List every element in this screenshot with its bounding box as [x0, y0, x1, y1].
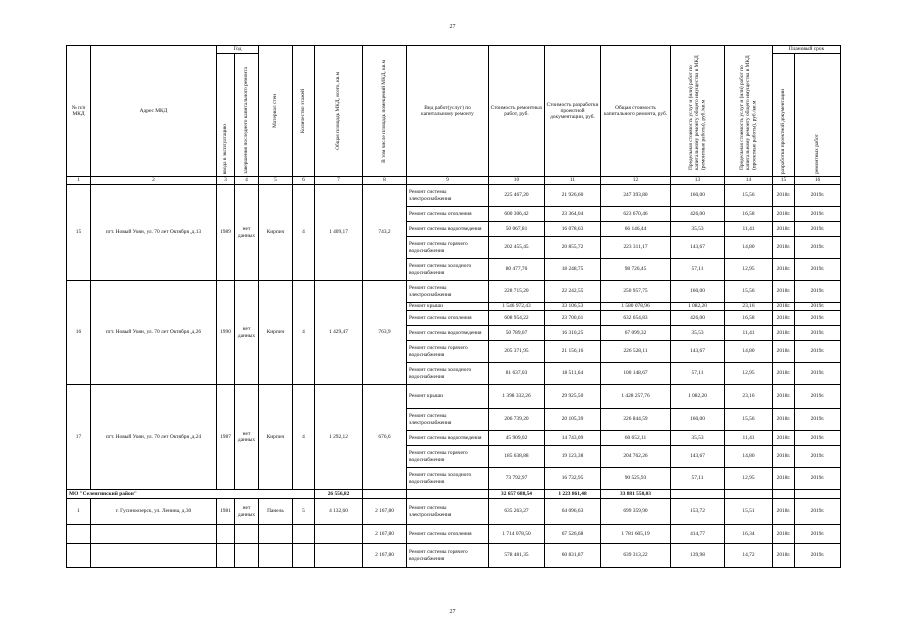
- cost-design-cell: 64 096,63: [545, 499, 601, 525]
- total-cost-cell: 1 781 605,19: [601, 525, 671, 544]
- empty-cell: [773, 490, 795, 499]
- work-type: Ремонт системы электроснабжения: [407, 409, 489, 431]
- plan-design-cell: 2018г.: [773, 341, 795, 363]
- cost-design-cell: 20 855,72: [545, 237, 601, 259]
- premises-area: 763,9: [363, 281, 407, 385]
- plan-repair-cell: 2019г.: [795, 525, 841, 544]
- table-body: [67, 185, 841, 568]
- plan-design-cell: 2018г.: [773, 222, 795, 237]
- empty-cell: [795, 490, 841, 499]
- limit-design-cell: 23,16: [725, 385, 773, 409]
- total-cost-cell: 247 393,80: [601, 185, 671, 207]
- district-total-area: 26 556,82: [315, 490, 363, 499]
- plan-design-cell: 2018г.: [773, 431, 795, 446]
- plan-design-cell: 2018г.: [773, 544, 795, 568]
- total-cost-cell: 632 654,83: [601, 311, 671, 326]
- limit-work-cell: 35,53: [671, 326, 725, 341]
- cost-design-cell: 16 732,95: [545, 468, 601, 490]
- header-year-commission: ввода в эксплуатацию: [217, 54, 235, 177]
- cost-design-cell: 18 248,75: [545, 259, 601, 281]
- total-cost-cell: 90 525,93: [601, 468, 671, 490]
- empty-cell: [315, 525, 363, 544]
- year-commission: 1989: [217, 185, 235, 281]
- year-commission: 1990: [217, 281, 235, 385]
- cost-repair-cell: 600 306,42: [489, 207, 545, 222]
- limit-work-cell: 1 082,20: [671, 303, 725, 311]
- cost-repair-cell: 50 789,07: [489, 326, 545, 341]
- plan-repair-cell: 2019г.: [795, 446, 841, 468]
- empty-cell: [259, 544, 293, 568]
- column-number: 16: [795, 177, 841, 185]
- empty-cell: [363, 490, 407, 499]
- cost-design-cell: 14 743,09: [545, 431, 601, 446]
- total-cost-cell: 639 313,22: [601, 544, 671, 568]
- plan-repair-cell: 2019г.: [795, 326, 841, 341]
- total-cost-cell: 226 528,11: [601, 341, 671, 363]
- plan-design-cell: 2018г.: [773, 185, 795, 207]
- wall-material: Кирпич: [259, 281, 293, 385]
- total-area: 1 409,17: [315, 185, 363, 281]
- plan-design-cell: 2018г.: [773, 468, 795, 490]
- cost-design-cell: 21 156,16: [545, 341, 601, 363]
- house-address: пгт. Новый Уоян, ул. 70 лет Октября ,д.26: [91, 281, 217, 385]
- work-type: Ремонт системы горячего водоснабжения: [407, 237, 489, 259]
- limit-work-cell: 35,53: [671, 222, 725, 237]
- header-plan-design: разработки проектной документации: [773, 54, 795, 177]
- total-cost-cell: 223 311,17: [601, 237, 671, 259]
- work-type: Ремонт системы горячего водоснабжения: [407, 341, 489, 363]
- limit-design-cell: 16,34: [725, 525, 773, 544]
- year-last-repair: нет данных: [235, 499, 259, 525]
- column-number: 8: [363, 177, 407, 185]
- plan-repair-cell: 2019г.: [795, 544, 841, 568]
- column-number: 12: [601, 177, 671, 185]
- cost-design-cell: 33 106,53: [545, 303, 601, 311]
- limit-work-cell: 414,77: [671, 525, 725, 544]
- limit-work-cell: 143,67: [671, 446, 725, 468]
- cost-repair-cell: 1 546 972,43: [489, 303, 545, 311]
- limit-design-cell: 11,41: [725, 431, 773, 446]
- cost-repair-cell: 205 371,95: [489, 341, 545, 363]
- page-number-top: 27: [449, 24, 456, 30]
- limit-work-cell: 35,53: [671, 431, 725, 446]
- header-total-area: Общая площадь МКД, всего, кв.м: [315, 46, 363, 177]
- total-cost-cell: 66 146,44: [601, 222, 671, 237]
- header-address: Адрес МКД: [91, 46, 217, 177]
- limit-work-cell: 1 082,20: [671, 385, 725, 409]
- plan-repair-cell: 2019г.: [795, 311, 841, 326]
- year-last-repair: нет данных: [235, 281, 259, 385]
- plan-repair-cell: 2019г.: [795, 341, 841, 363]
- work-type: Ремонт системы водоотведения: [407, 431, 489, 446]
- total-area: 1 292,12: [315, 385, 363, 490]
- cost-repair-cell: 578 481,35: [489, 544, 545, 568]
- district-summary-row: [67, 490, 841, 499]
- plan-repair-cell: 2019г.: [795, 185, 841, 207]
- cost-design-cell: 23 700,61: [545, 311, 601, 326]
- plan-design-cell: 2018г.: [773, 281, 795, 303]
- total-cost-cell: 100 148,67: [601, 363, 671, 385]
- column-number: 5: [259, 177, 293, 185]
- cost-repair-cell: 80 477,70: [489, 259, 545, 281]
- cost-repair-cell: 225 467,20: [489, 185, 545, 207]
- plan-repair-cell: 2019г.: [795, 385, 841, 409]
- empty-cell: [217, 544, 235, 568]
- wall-material: Кирпич: [259, 185, 293, 281]
- cost-design-cell: 29 925,50: [545, 385, 601, 409]
- district-total-cost: 33 881 550,03: [601, 490, 671, 499]
- empty-cell: [315, 544, 363, 568]
- limit-work-cell: 160,00: [671, 185, 725, 207]
- cost-repair-cell: 185 638,88: [489, 446, 545, 468]
- total-cost-cell: 623 670,46: [601, 207, 671, 222]
- cost-design-cell: 19 123,38: [545, 446, 601, 468]
- premises-area: 2 167,80: [363, 525, 407, 544]
- empty-cell: [67, 544, 91, 568]
- limit-design-cell: 12,95: [725, 259, 773, 281]
- work-type: Ремонт системы холодного водоснабжения: [407, 259, 489, 281]
- limit-work-cell: 57,11: [671, 259, 725, 281]
- table-row: [67, 525, 841, 544]
- cost-repair-cell: 73 792,97: [489, 468, 545, 490]
- column-number: 13: [671, 177, 725, 185]
- plan-design-cell: 2018г.: [773, 525, 795, 544]
- total-cost-cell: 1 580 078,96: [601, 303, 671, 311]
- limit-work-cell: 57,11: [671, 468, 725, 490]
- cost-design-cell: 21 926,60: [545, 185, 601, 207]
- table-row: [67, 185, 841, 207]
- cost-repair-cell: 202 455,45: [489, 237, 545, 259]
- year-commission: 1981: [217, 499, 235, 525]
- house-address: г. Гусиноозерск, ул. Ленина, д.30: [91, 499, 217, 525]
- limit-design-cell: 14,80: [725, 341, 773, 363]
- house-number: 16: [67, 281, 91, 385]
- cost-repair-cell: 50 067,81: [489, 222, 545, 237]
- column-number: 6: [293, 177, 315, 185]
- column-number: 3: [217, 177, 235, 185]
- plan-design-cell: 2018г.: [773, 499, 795, 525]
- house-number: 15: [67, 185, 91, 281]
- total-cost-cell: 67 099,32: [601, 326, 671, 341]
- limit-design-cell: 11,41: [725, 326, 773, 341]
- cost-design-cell: 22 242,55: [545, 281, 601, 303]
- empty-cell: [91, 525, 217, 544]
- limit-design-cell: 11,41: [725, 222, 773, 237]
- work-type: Ремонт системы холодного водоснабжения: [407, 363, 489, 385]
- total-cost-cell: 699 359,90: [601, 499, 671, 525]
- limit-design-cell: 14,80: [725, 446, 773, 468]
- plan-repair-cell: 2019г.: [795, 237, 841, 259]
- premises-area: 2 167,80: [363, 499, 407, 525]
- cost-design-cell: 16 078,63: [545, 222, 601, 237]
- limit-work-cell: 160,00: [671, 281, 725, 303]
- work-type: Ремонт системы отопления: [407, 207, 489, 222]
- cost-repair-cell: 635 263,27: [489, 499, 545, 525]
- plan-design-cell: 2018г.: [773, 446, 795, 468]
- limit-design-cell: 12,95: [725, 468, 773, 490]
- plan-repair-cell: 2019г.: [795, 303, 841, 311]
- cost-repair-cell: 81 637,03: [489, 363, 545, 385]
- floors-count: 5: [293, 499, 315, 525]
- header-year-last-repair: завершения последнего капитального ремонта: [235, 54, 259, 177]
- work-type: Ремонт крыши: [407, 303, 489, 311]
- table-row: [67, 544, 841, 568]
- limit-work-cell: 143,67: [671, 237, 725, 259]
- work-type: Ремонт системы горячего водоснабжения: [407, 544, 489, 568]
- header-year-group: Год: [217, 46, 259, 54]
- house-address: пгт. Новый Уоян, ул. 70 лет Октября ,д.24: [91, 385, 217, 490]
- header-premises-area: В том числе площадь помещений МКД, кв.м: [363, 46, 407, 177]
- house-address: пгт. Новый Уоян, ул. 70 лет Октября ,д.13: [91, 185, 217, 281]
- plan-repair-cell: 2019г.: [795, 222, 841, 237]
- cost-design-cell: 16 310,25: [545, 326, 601, 341]
- plan-repair-cell: 2019г.: [795, 259, 841, 281]
- plan-repair-cell: 2019г.: [795, 207, 841, 222]
- plan-design-cell: 2018г.: [773, 311, 795, 326]
- header-cost-repair: Стоимость ремонтных работ, руб.: [489, 46, 545, 177]
- floors-count: 4: [293, 385, 315, 490]
- header-limit-design: Предельная стоимость услуг и (или) работ по капитальному ремонту общего имущества в МКД (проектные работы), руб./кв.м: [725, 46, 773, 177]
- limit-design-cell: 12,95: [725, 363, 773, 385]
- column-number: 7: [315, 177, 363, 185]
- limit-work-cell: 153,72: [671, 499, 725, 525]
- house-number: 1: [67, 499, 91, 525]
- empty-cell: [217, 525, 235, 544]
- header-floors: Количество этажей: [293, 46, 315, 177]
- header-limit-work: Предельная стоимость услуг и (или) работ по капитальному ремонту общего имущества в МКД (ремонтные работы), руб./кв.м: [671, 46, 725, 177]
- header-plan-repair: ремонтных работ: [795, 54, 841, 177]
- cost-repair-cell: 45 909,02: [489, 431, 545, 446]
- plan-repair-cell: 2019г.: [795, 409, 841, 431]
- total-cost-cell: 250 957,75: [601, 281, 671, 303]
- premises-area: 2 167,80: [363, 544, 407, 568]
- limit-design-cell: 14,80: [725, 237, 773, 259]
- wall-material: Кирпич: [259, 385, 293, 490]
- house-number: 17: [67, 385, 91, 490]
- work-type: Ремонт системы электроснабжения: [407, 185, 489, 207]
- column-numbers-row: [67, 177, 841, 185]
- cost-design-cell: 67 526,68: [545, 525, 601, 544]
- floors-count: 4: [293, 185, 315, 281]
- header-plan-group: Плановый срок: [773, 46, 841, 54]
- column-number: 2: [91, 177, 217, 185]
- table-row: [67, 499, 841, 525]
- work-type: Ремонт крыши: [407, 385, 489, 409]
- limit-work-cell: 143,67: [671, 341, 725, 363]
- plan-repair-cell: 2019г.: [795, 281, 841, 303]
- column-number: 14: [725, 177, 773, 185]
- page-number-bottom: 27: [449, 609, 456, 615]
- cost-design-cell: 60 831,87: [545, 544, 601, 568]
- column-number: 10: [489, 177, 545, 185]
- plan-design-cell: 2018г.: [773, 409, 795, 431]
- total-area: 1 429,47: [315, 281, 363, 385]
- cost-design-cell: 18 511,64: [545, 363, 601, 385]
- limit-work-cell: 426,00: [671, 311, 725, 326]
- work-type: Ремонт системы электроснабжения: [407, 281, 489, 303]
- plan-repair-cell: 2019г.: [795, 363, 841, 385]
- plan-design-cell: 2018г.: [773, 207, 795, 222]
- total-cost-cell: 226 844,59: [601, 409, 671, 431]
- premises-area: 743,2: [363, 185, 407, 281]
- total-area: 4 132,60: [315, 499, 363, 525]
- empty-cell: [293, 525, 315, 544]
- district-cost-repair: 32 657 688,54: [489, 490, 545, 499]
- column-number: 15: [773, 177, 795, 185]
- plan-design-cell: 2018г.: [773, 237, 795, 259]
- limit-design-cell: 14,72: [725, 544, 773, 568]
- empty-cell: [407, 490, 489, 499]
- work-type: Ремонт системы водоотведения: [407, 326, 489, 341]
- cost-repair-cell: 1 398 332,26: [489, 385, 545, 409]
- plan-repair-cell: 2019г.: [795, 431, 841, 446]
- year-commission: 1987: [217, 385, 235, 490]
- plan-design-cell: 2018г.: [773, 303, 795, 311]
- cost-repair-cell: 206 739,20: [489, 409, 545, 431]
- work-type: Ремонт системы холодного водоснабжения: [407, 468, 489, 490]
- plan-design-cell: 2018г.: [773, 326, 795, 341]
- wall-material: Панель: [259, 499, 293, 525]
- empty-cell: [67, 525, 91, 544]
- plan-design-cell: 2018г.: [773, 363, 795, 385]
- empty-cell: [235, 544, 259, 568]
- column-number: 9: [407, 177, 489, 185]
- total-cost-cell: 60 652,11: [601, 431, 671, 446]
- column-number: 1: [67, 177, 91, 185]
- table-row: [67, 281, 841, 303]
- header-wall: Материал стен: [259, 46, 293, 177]
- cost-repair-cell: 1 714 078,50: [489, 525, 545, 544]
- year-last-repair: нет данных: [235, 185, 259, 281]
- limit-design-cell: 15,56: [725, 409, 773, 431]
- work-type: Ремонт системы горячего водоснабжения: [407, 446, 489, 468]
- district-cost-design: 1 223 861,48: [545, 490, 601, 499]
- floors-count: 4: [293, 281, 315, 385]
- column-number: 4: [235, 177, 259, 185]
- cost-design-cell: 23 364,04: [545, 207, 601, 222]
- header-cost-design: Стоимость разработки проектной документации, руб.: [545, 46, 601, 177]
- header-total-cost: Общая стоимость капитального ремонта, руб.: [601, 46, 671, 177]
- cost-repair-cell: 228 715,20: [489, 281, 545, 303]
- table-row: [67, 385, 841, 409]
- total-cost-cell: 204 762,26: [601, 446, 671, 468]
- work-type: Ремонт системы отопления: [407, 525, 489, 544]
- work-type: Ремонт системы электроснабжения: [407, 499, 489, 525]
- column-number: 11: [545, 177, 601, 185]
- limit-design-cell: 16,58: [725, 207, 773, 222]
- repair-program-table: [66, 45, 841, 568]
- limit-design-cell: 15,51: [725, 499, 773, 525]
- work-type: Ремонт системы отопления: [407, 311, 489, 326]
- district-name: МО "Селенгинский район": [67, 490, 315, 499]
- work-type: Ремонт системы водоотведения: [407, 222, 489, 237]
- premises-area: 676,6: [363, 385, 407, 490]
- limit-work-cell: 139,98: [671, 544, 725, 568]
- total-cost-cell: 1 428 257,76: [601, 385, 671, 409]
- limit-design-cell: 15,56: [725, 281, 773, 303]
- limit-work-cell: 57,11: [671, 363, 725, 385]
- limit-design-cell: 16,58: [725, 311, 773, 326]
- cost-design-cell: 20 105,39: [545, 409, 601, 431]
- year-last-repair: нет данных: [235, 385, 259, 490]
- plan-design-cell: 2018г.: [773, 385, 795, 409]
- empty-cell: [235, 525, 259, 544]
- table-header: [67, 46, 841, 185]
- limit-work-cell: 160,00: [671, 409, 725, 431]
- empty-cell: [725, 490, 773, 499]
- plan-repair-cell: 2019г.: [795, 499, 841, 525]
- empty-cell: [91, 544, 217, 568]
- limit-work-cell: 426,00: [671, 207, 725, 222]
- limit-design-cell: 23,16: [725, 303, 773, 311]
- total-cost-cell: 98 726,45: [601, 259, 671, 281]
- empty-cell: [671, 490, 725, 499]
- header-work: Вид работ(услуг) по капитальному ремонту: [407, 46, 489, 177]
- cost-repair-cell: 608 954,22: [489, 311, 545, 326]
- limit-design-cell: 15,56: [725, 185, 773, 207]
- plan-repair-cell: 2019г.: [795, 468, 841, 490]
- empty-cell: [259, 525, 293, 544]
- header-num: № п/п МКД: [67, 46, 91, 177]
- plan-design-cell: 2018г.: [773, 259, 795, 281]
- empty-cell: [293, 544, 315, 568]
